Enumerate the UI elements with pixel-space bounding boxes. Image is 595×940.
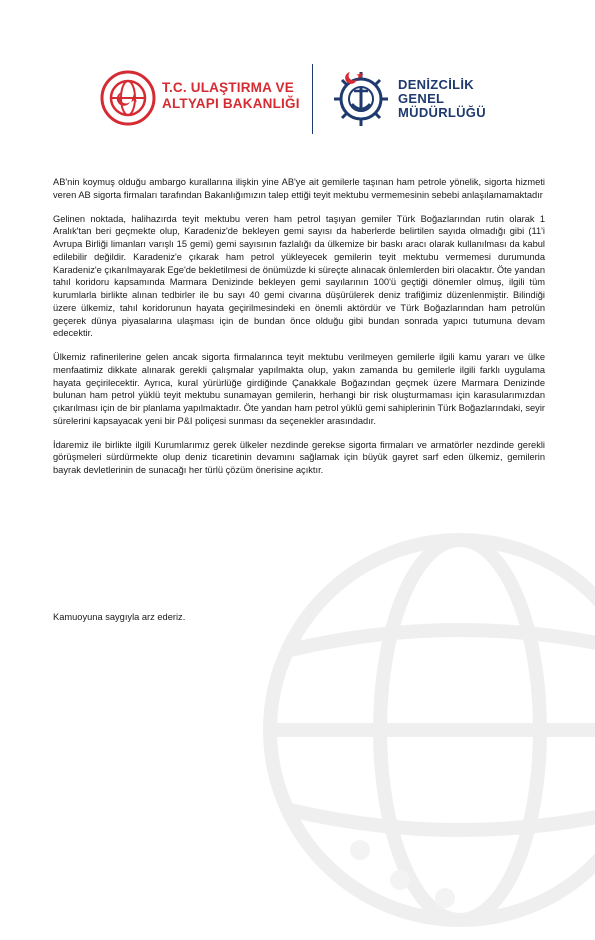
ministry-emblem-icon bbox=[100, 70, 156, 126]
header-divider bbox=[312, 64, 313, 134]
directorate-name-line2: GENEL bbox=[398, 91, 445, 106]
paragraph-cooperation: İdaremiz ile birlikte ilgili Kurumlarımız gerek ülkeler nezdinde gerekse sigorta firmaları ve armatörler nezdinde gerekli görüşmeleri sürdürmekte olup deniz ticaretinin devamını sağlamak için büyük gayret sarf eden ülkemiz, gemilerin bayrak devletlerinin de sunacağı her türlü çözüm önerisine açıktır. bbox=[53, 439, 545, 475]
directorate-name-line1: DENİZCİLİK bbox=[398, 77, 474, 92]
letter-body bbox=[53, 176, 545, 488]
paragraph-measures: Ülkemiz rafinerilerine gelen ancak sigorta firmalarınca teyit mektubu verilmeyen gemilerle ilgili kamu yararı ve ülke menfaatimiz dikkate alınarak gerekli çalışmalar yapılmakta olup, yakın zamanda bu gemilerle ilgili farklı uygulama hayata geçirilecektir. Ayrıca, kural yürürlüğe girdiğinde Çanakkale Boğazından geçmek üzere Marmara Denizinde bulunan ham petrol yüklü teyit mektubu sunamayan gemilerin, herhangi bir risk oluşturmaması için karasularımızdan çıkarılması için de bir planlama yapılmaktadır. Öte yandan ham petrol yüklü gemi sahiplerinin Türk Boğazlarındaki, seyir sürelerini kapsayacak yeni bir P&I poliçesi sunması da seçenekler arasındadır. bbox=[53, 352, 545, 426]
ministry-globe-watermark-icon bbox=[250, 520, 595, 940]
ministry-name-line1: T.C. ULAŞTIRMA VE bbox=[162, 80, 294, 95]
paragraph-current-status: Gelinen noktada, halihazırda teyit mektubu veren ham petrol taşıyan gemiler Türk Boğazlarından rutin olarak 1 Aralık'tan beri geçmekte olup, Karadeniz'de bekleyen gemi sayısı da haberlerde belirtilen sayıda olmadığı gibi (11'i Avrupa Birliği limanları varışlı 15 gemi) gemi sayısının fazlalığı da ülkemize bir baskı aracı olarak kullanılması da kabul edilebilir değildir. Karadeniz'e çıkarak ham petrol yükleyecek gemilerin teyit mektubu vermemesi durumunda Karadeniz'e çıkarılmayarak Ege'de bekletilmesi de önümüzde ki süreçte alınacak önlemlerden biri olacaktır. Öte yandan tahıl koridoru kapsamında Marmara Denizinde bekleyen gemi sayılarının 100'ü geçtiği dönemler olmuş, ilgili tüm kurumlarla birlikte alınan tedbirler ile bu sayı 40 gemi civarına düşürülerek deniz trafiğimiz düzenlenmiştir. Bilindiği üzere ülkemiz, tahıl koridorunun hayata geçirilmesindeki en önemli aktördür ve Türk Boğazlarından ham petrolün geçerek dünya piyasalarına ulaşması için de bundan önce olduğu gibi bundan sonrada yapıcı tutumuna devam edecektir. bbox=[53, 213, 545, 339]
maritime-anchor-wheel-icon bbox=[330, 66, 392, 128]
paragraph-embargo: AB'nin koymuş olduğu ambargo kurallarına ilişkin yine AB'ye ait gemilerle taşınan ham petrole yönelik, sigorta hizmeti veren AB sigorta firmaları tarafından Bakanlığımızın talep ettiği teyit mektubu vermemesinin sebebi anlaşılamamaktadır bbox=[53, 177, 545, 200]
ministry-name bbox=[162, 80, 300, 112]
directorate-name-line3: MÜDÜRLÜĞÜ bbox=[398, 105, 486, 120]
letterhead bbox=[0, 0, 595, 140]
closing-line: Kamuoyuna saygıyla arz ederiz. bbox=[53, 612, 186, 622]
directorate-name bbox=[398, 78, 486, 120]
ministry-name-line2: ALTYAPI BAKANLIĞI bbox=[162, 96, 300, 111]
